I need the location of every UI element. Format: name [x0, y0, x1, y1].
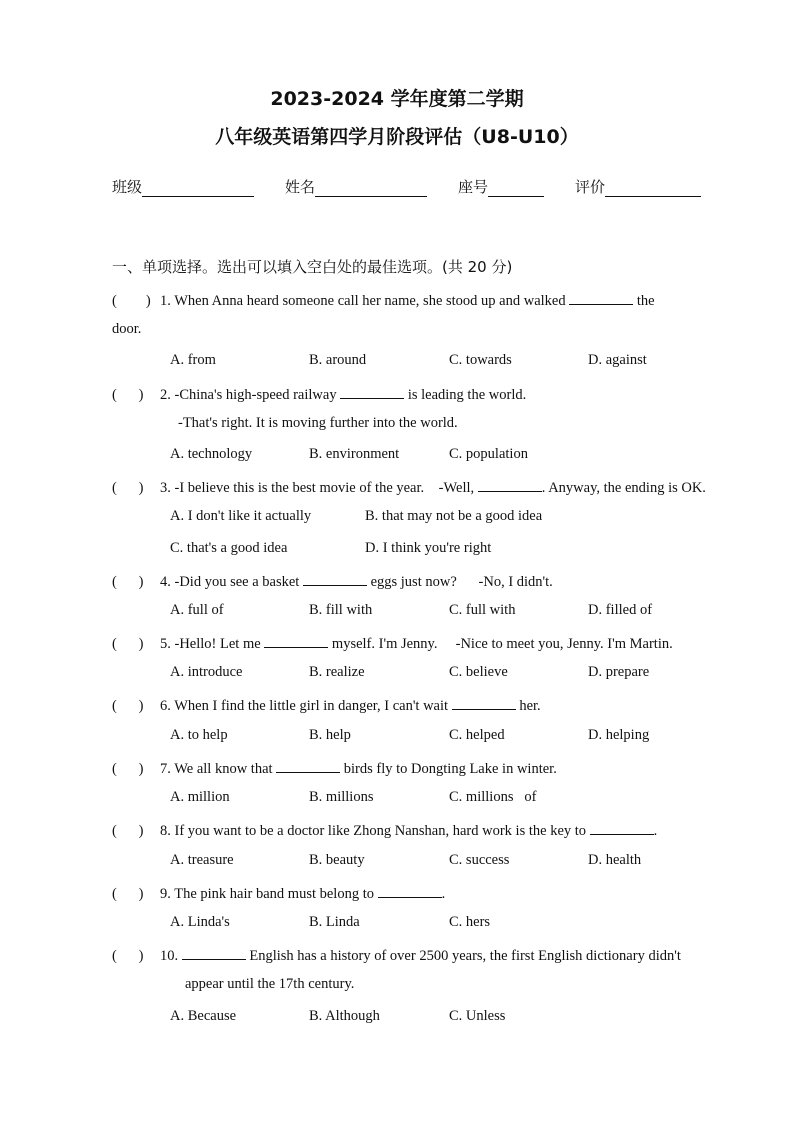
option-b[interactable]: B. millions — [309, 789, 374, 805]
question-text-after: English has a history of over 2500 years, the first English dictionary didn't — [245, 948, 681, 964]
question-2 — [112, 384, 526, 404]
grade-label: 评价 — [575, 178, 606, 196]
question-number: 7. — [160, 761, 171, 777]
option-d[interactable]: D. health — [588, 852, 642, 868]
class-blank[interactable] — [142, 180, 254, 197]
question-9 — [112, 883, 445, 903]
question-7 — [112, 758, 557, 778]
option-a[interactable]: A. I don't like it actually — [170, 508, 312, 524]
question-number: 1. — [160, 293, 171, 309]
option-c[interactable]: C. helped — [449, 727, 505, 743]
question-continuation: door. — [112, 321, 142, 337]
option-a[interactable]: A. million — [170, 789, 230, 805]
option-c[interactable]: C. towards — [449, 352, 512, 368]
question-text: -Did you see a basket — [170, 574, 303, 590]
question-text: We all know that — [170, 761, 277, 777]
option-b[interactable]: B. Although — [309, 1008, 380, 1024]
grade-field — [575, 176, 701, 197]
exam-title: 八年级英语第四学月阶段评估（U8-U10） — [215, 126, 579, 148]
answer-bracket[interactable]: ( ) — [112, 480, 144, 496]
question-number: 2. — [160, 387, 171, 403]
question-text-after: eggs just now? -No, I didn't. — [366, 574, 553, 590]
fill-blank[interactable] — [452, 695, 516, 710]
question-text: The pink hair band must belong to — [170, 886, 378, 902]
class-label: 班级 — [112, 178, 143, 196]
option-b[interactable]: B. Linda — [309, 914, 360, 930]
answer-bracket[interactable]: ( ) — [112, 761, 144, 777]
question-number: 10. — [160, 948, 179, 964]
question-text-after: is leading the world. — [404, 387, 527, 403]
grade-blank[interactable] — [605, 180, 701, 197]
answer-bracket[interactable]: ( ) — [112, 293, 151, 309]
option-c[interactable]: C. Unless — [449, 1008, 506, 1024]
question-text: When Anna heard someone call her name, she stood up and walked — [170, 293, 570, 309]
option-c[interactable]: C. population — [449, 446, 528, 462]
name-label: 姓名 — [285, 178, 316, 196]
question-number: 6. — [160, 698, 171, 714]
option-c[interactable]: C. hers — [449, 914, 491, 930]
option-d[interactable]: D. helping — [588, 727, 650, 743]
seat-label: 座号 — [458, 178, 489, 196]
question-text-after: the — [633, 293, 655, 309]
question-continuation: appear until the 17th century. — [185, 976, 355, 992]
question-1 — [112, 290, 655, 310]
option-b[interactable]: B. beauty — [309, 852, 365, 868]
question-number: 4. — [160, 574, 171, 590]
question-text: -I believe this is the best movie of the year. -Well, — [170, 480, 478, 496]
option-b[interactable]: B. environment — [309, 446, 400, 462]
fill-blank[interactable] — [182, 945, 246, 960]
seat-blank[interactable] — [488, 180, 544, 197]
option-b[interactable]: B. around — [309, 352, 367, 368]
question-text: If you want to be a doctor like Zhong Nanshan, hard work is the key to — [170, 823, 590, 839]
answer-bracket[interactable]: ( ) — [112, 698, 144, 714]
fill-blank[interactable] — [478, 477, 542, 492]
option-b[interactable]: B. that may not be a good idea — [365, 508, 543, 524]
fill-blank[interactable] — [569, 290, 633, 305]
option-c[interactable]: C. that's a good idea — [170, 540, 288, 556]
answer-bracket[interactable]: ( ) — [112, 387, 144, 403]
option-a[interactable]: A. technology — [170, 446, 253, 462]
option-a[interactable]: A. full of — [170, 602, 224, 618]
option-c[interactable]: C. success — [449, 852, 510, 868]
question-number: 3. — [160, 480, 171, 496]
section-title: 一、单项选择。选出可以填入空白处的最佳选项。(共 20 分) — [112, 258, 513, 276]
question-6 — [112, 695, 541, 715]
student-info-row — [112, 176, 732, 197]
question-text-after: her. — [515, 698, 541, 714]
option-b[interactable]: B. fill with — [309, 602, 373, 618]
option-d[interactable]: D. prepare — [588, 664, 650, 680]
question-text: When I find the little girl in danger, I can't wait — [170, 698, 452, 714]
fill-blank[interactable] — [590, 820, 654, 835]
question-number: 5. — [160, 636, 171, 652]
fill-blank[interactable] — [340, 384, 404, 399]
question-4 — [112, 571, 553, 591]
class-field — [112, 176, 254, 197]
question-5 — [112, 633, 673, 653]
answer-bracket[interactable]: ( ) — [112, 886, 144, 902]
answer-bracket[interactable]: ( ) — [112, 948, 144, 964]
option-a[interactable]: A. from — [170, 352, 216, 368]
option-b[interactable]: B. help — [309, 727, 351, 743]
option-a[interactable]: A. to help — [170, 727, 228, 743]
option-b[interactable]: B. realize — [309, 664, 365, 680]
question-text: -China's high-speed railway — [170, 387, 341, 403]
option-d[interactable]: D. against — [588, 352, 647, 368]
option-c[interactable]: C. full with — [449, 602, 516, 618]
seat-field — [458, 176, 544, 197]
name-field — [285, 176, 427, 197]
question-text-after: . Anyway, the ending is OK. — [541, 480, 706, 496]
option-a[interactable]: A. Because — [170, 1008, 237, 1024]
answer-bracket[interactable]: ( ) — [112, 574, 144, 590]
question-8 — [112, 820, 657, 840]
option-d[interactable]: D. I think you're right — [365, 540, 492, 556]
fill-blank[interactable] — [303, 571, 367, 586]
option-a[interactable]: A. introduce — [170, 664, 243, 680]
fill-blank[interactable] — [378, 883, 442, 898]
question-text: -Hello! Let me — [170, 636, 265, 652]
name-blank[interactable] — [315, 180, 427, 197]
answer-bracket[interactable]: ( ) — [112, 823, 144, 839]
fill-blank[interactable] — [276, 758, 340, 773]
exam-term-title: 2023-2024 学年度第二学期 — [270, 88, 524, 110]
question-text-after: myself. I'm Jenny. -Nice to meet you, Jenny. I'm Martin. — [328, 636, 673, 652]
question-number: 9. — [160, 886, 171, 902]
question-3 — [112, 477, 706, 497]
question-continuation: -That's right. It is moving further into the world. — [178, 415, 458, 431]
question-text-after: . — [653, 823, 658, 839]
question-text-after: . — [441, 886, 446, 902]
option-c[interactable]: C. millions of — [449, 789, 537, 805]
fill-blank[interactable] — [264, 633, 328, 648]
answer-bracket[interactable]: ( ) — [112, 636, 144, 652]
option-d[interactable]: D. filled of — [588, 602, 653, 618]
question-10 — [112, 945, 681, 965]
option-a[interactable]: A. treasure — [170, 852, 234, 868]
question-text-after: birds fly to Dongting Lake in winter. — [340, 761, 557, 777]
option-a[interactable]: A. Linda's — [170, 914, 230, 930]
option-c[interactable]: C. believe — [449, 664, 508, 680]
question-number: 8. — [160, 823, 171, 839]
